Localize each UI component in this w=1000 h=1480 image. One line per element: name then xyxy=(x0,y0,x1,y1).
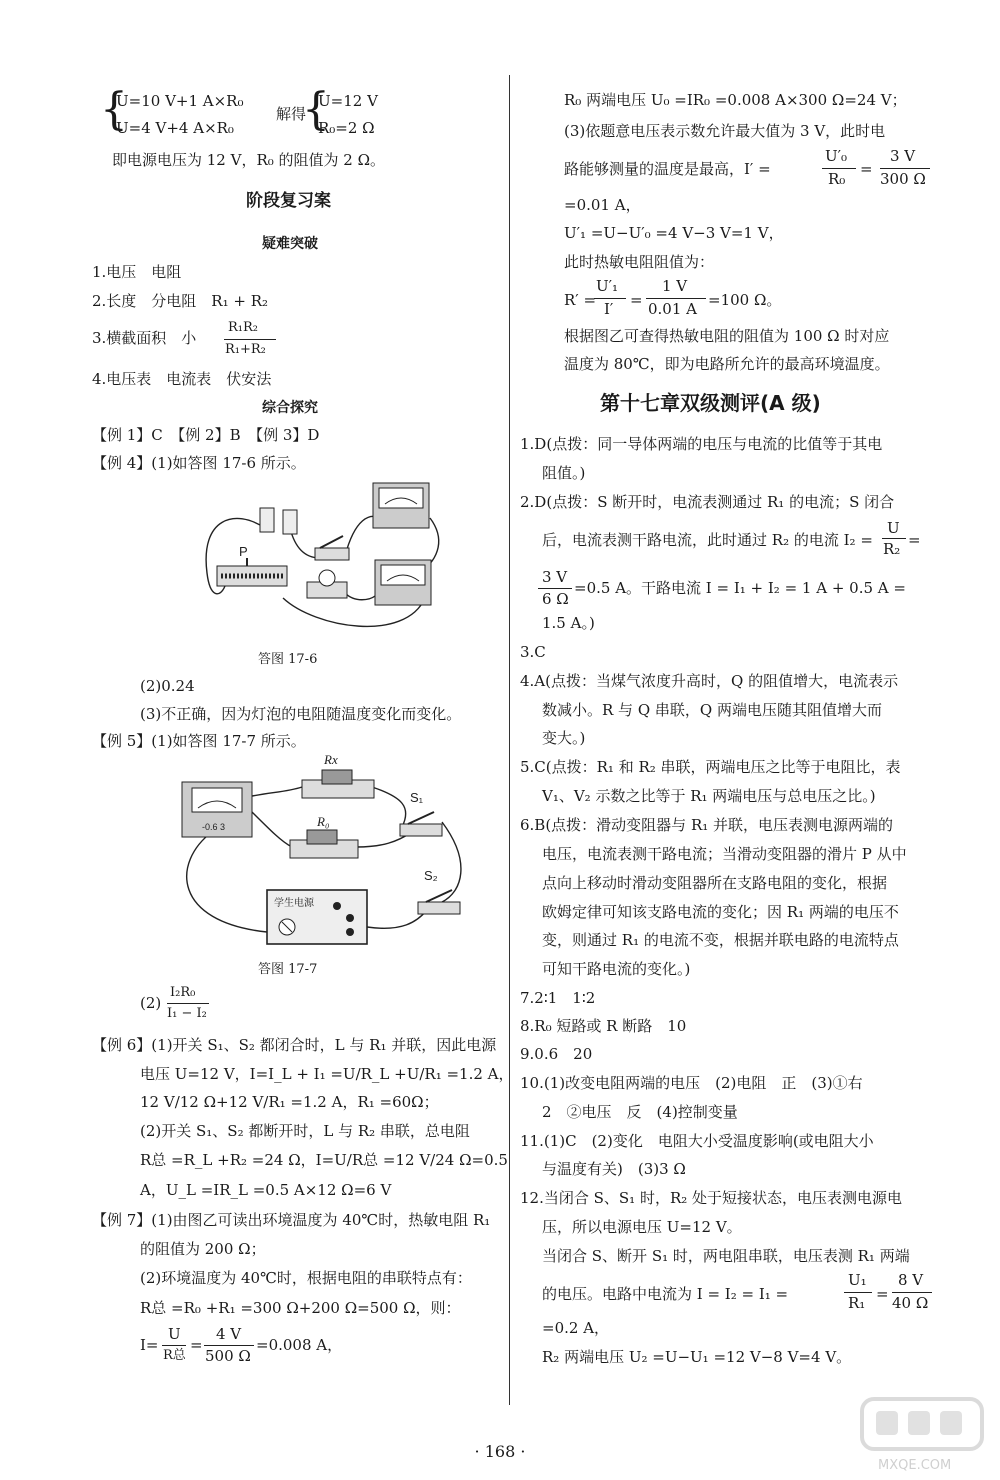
ammeter-icon xyxy=(182,782,252,837)
equation-part: 后，电流表测干路电流，此时通过 R₂ 的电流 I₂ = xyxy=(542,531,873,549)
answer-line: 1.D(点拨：同一导体两端的电压与电流的比值等于其电 xyxy=(520,435,883,453)
answer-line: 阻值。) xyxy=(542,464,586,482)
chapter-title: 第十七章双级测评(A 级) xyxy=(600,391,821,415)
answer-line: 3.C xyxy=(520,643,546,661)
figure-caption: 答图 17-7 xyxy=(258,962,318,977)
resistor-r0-icon xyxy=(290,814,358,858)
answer-line: 变大。) xyxy=(542,729,586,747)
watermark-text: MXQE.COM xyxy=(878,1458,952,1473)
answer-line: 可知干路电流的变化。) xyxy=(542,960,691,978)
answer-line: 12 V/12 Ω+12 V/R₁ =1.2 A，R₁ =60Ω； xyxy=(140,1093,439,1111)
fraction-denominator: 0.01 A xyxy=(648,300,697,318)
fraction-denominator: I′ xyxy=(604,300,614,318)
answer-line: 点向上移动时滑动变阻器所在支路电阻的变化，根据 xyxy=(542,874,888,892)
answer-line: 8.R₀ 短路或 R 断路 10 xyxy=(520,1017,687,1035)
answer-line: 此时热敏电阻阻值为： xyxy=(564,253,715,271)
answer-line: (3)依题意电压表示数允许最大值为 3 V，此时电 xyxy=(564,122,886,140)
answer-line: 2.长度 分电阻 R₁ + R₂ xyxy=(92,292,269,310)
answer-line: A，U_L =IR_L =0.5 A×12 Ω=6 V xyxy=(140,1181,392,1199)
answer-line: =0.2 A， xyxy=(542,1319,610,1337)
answer-line: 温度为 80℃，即为电路所允许的最高环境温度。 xyxy=(564,355,890,373)
fraction-numerator: 3 V xyxy=(542,568,568,586)
subsection-title: 疑难突破 xyxy=(262,236,318,252)
answer-line: U′₁ =U−U′₀ =4 V−3 V=1 V， xyxy=(564,224,784,242)
fraction-numerator: R₁R₂ xyxy=(228,320,258,335)
answer-line: 的阻值为 200 Ω； xyxy=(140,1240,266,1258)
answer-line: 欧姆定律可知该支路电流的变化；因 R₁ 两端的电压不 xyxy=(542,903,899,921)
answer-line: 11.(1)C (2)变化 电阻大小受温度影响(或电阻大小 xyxy=(520,1132,874,1150)
switch-icon xyxy=(315,536,349,560)
answer-line: V₁、V₂ 示数之比等于 R₁ 两端电压与总电压之比。) xyxy=(542,787,876,805)
answer-line: 3.横截面积 小 xyxy=(92,329,197,347)
answer-line: 2 ②电压 反 (4)控制变量 xyxy=(542,1103,738,1121)
left-brace: { xyxy=(100,84,128,135)
answer-line: R₀ 两端电压 U₀ =IR₀ =0.008 A×300 Ω=24 V； xyxy=(564,91,907,109)
solve-word: 解得 xyxy=(276,105,307,123)
answer-line: 7.2∶1 1∶2 xyxy=(520,989,596,1007)
answer-line: 当闭合 S、断开 S₁ 时，两电阻串联，电压表测 R₁ 两端 xyxy=(542,1247,910,1265)
fraction-numerator: 1 V xyxy=(662,277,688,295)
equation-part: 路能够测量的温度是最高，I′ = xyxy=(564,160,771,178)
s2-label: S₂ xyxy=(424,868,438,883)
answer-line: 1.电压 电阻 xyxy=(92,263,182,281)
answer-line: 10.(1)改变电阻两端的电压 (2)电阻 正 (3)①右 xyxy=(520,1074,863,1092)
equation-part: =100 Ω。 xyxy=(708,291,782,309)
answer-line: (2) xyxy=(140,994,162,1012)
conclusion-text: 即电源电压为 12 V，R₀ 的阻值为 2 Ω。 xyxy=(112,151,386,169)
answer-line: =0.01 A， xyxy=(564,196,641,214)
circuit-figure-17-6 xyxy=(195,478,445,643)
answer-line: 2.D(点拨：S 断开时，电流表测通过 R₁ 的电流；S 闭合 xyxy=(520,493,895,511)
answer-line: R₂ 两端电压 U₂ =U−U₁ =12 V−8 V=4 V。 xyxy=(542,1348,852,1366)
answer-line: 5.C(点拨：R₁ 和 R₂ 串联，两端电压之比等于电阻比，表 xyxy=(520,758,901,776)
answer-line: 【例 6】(1)开关 S₁、S₂ 都闭合时，L 与 R₁ 并联，因此电源 xyxy=(92,1036,497,1054)
fraction-denominator: R₀ xyxy=(828,170,846,188)
wire xyxy=(247,807,292,847)
fraction-denominator: R₁+R₂ xyxy=(225,342,266,357)
answer-line: 【例 1】C 【例 2】B 【例 3】D xyxy=(92,426,320,444)
page-number-value: 168 xyxy=(484,1442,516,1461)
rx-label: Rx xyxy=(324,752,338,767)
answer-line: 根据图乙可查得热敏电阻的阻值为 100 Ω 时对应 xyxy=(564,327,890,345)
slider-label: P xyxy=(239,544,248,559)
fraction-denominator: R总 xyxy=(163,1348,186,1363)
fraction-numerator: I₂R₀ xyxy=(170,985,196,1000)
fraction-numerator: 8 V xyxy=(898,1271,924,1289)
left-brace: { xyxy=(302,84,330,135)
fraction-numerator: U xyxy=(168,1325,181,1343)
fraction-numerator: U xyxy=(887,519,900,537)
wire xyxy=(345,593,375,600)
r0-label: R₀ xyxy=(317,814,330,829)
section-title: 阶段复习案 xyxy=(246,191,331,211)
equation-line: U=4 V+4 A×R₀ xyxy=(116,119,234,137)
fraction-denominator: I₁ − I₂ xyxy=(167,1006,207,1021)
fraction-denominator: 40 Ω xyxy=(892,1294,929,1312)
equation-line: U=10 V+1 A×R₀ xyxy=(116,92,244,110)
answer-line: 电压，电流表测干路电流；当滑动变阻器的滑片 P 从中 xyxy=(542,845,907,863)
answer-line: 变，则通过 R₁ 的电流不变，根据并联电路的电流特点 xyxy=(542,931,899,949)
answer-line: 1.5 A。) xyxy=(542,614,595,632)
equation-part: = xyxy=(908,531,921,549)
power-supply-label: 学生电源 xyxy=(274,898,314,909)
answer-line: R总 =R₀ +R₁ =300 Ω+200 Ω=500 Ω，则： xyxy=(140,1299,461,1317)
equation-part: = xyxy=(860,160,873,178)
wire xyxy=(187,832,267,932)
fraction-denominator: 6 Ω xyxy=(542,590,569,608)
fraction-denominator: 300 Ω xyxy=(880,170,926,188)
answer-line: 9.0.6 20 xyxy=(520,1045,593,1063)
equation-part: = xyxy=(190,1336,203,1354)
wire xyxy=(372,787,406,827)
answer-line: 【例 4】(1)如答图 17-6 所示。 xyxy=(92,454,306,472)
battery-icon xyxy=(260,508,297,534)
fraction-numerator: U′₁ xyxy=(596,277,619,295)
answer-line: R总 =R_L +R₂ =24 Ω，I=U/R总 =12 V/24 Ω=0.5 xyxy=(140,1151,508,1169)
answer-line: 【例 7】(1)由图乙可读出环境温度为 40℃时，热敏电阻 R₁ xyxy=(92,1211,491,1229)
equation-part: R′ = xyxy=(564,291,597,309)
fraction-numerator: 4 V xyxy=(216,1325,242,1343)
column-divider xyxy=(509,75,510,1405)
answer-line: 12.当闭合 S、S₁ 时，R₂ 处于短接状态，电压表测电源电 xyxy=(520,1189,903,1207)
answer-line: 与温度有关) (3)3 Ω xyxy=(542,1160,686,1178)
switch-s2-icon xyxy=(418,868,460,914)
answer-line: 【例 5】(1)如答图 17-7 所示。 xyxy=(92,732,306,750)
answer-line: 4.A(点拨：当煤气浓度升高时，Q 的阻值增大，电流表示 xyxy=(520,672,899,690)
answer-line: (2)环境温度为 40℃时，根据电阻的串联特点有： xyxy=(140,1269,472,1287)
figure-caption: 答图 17-6 xyxy=(258,652,318,667)
equation-line: R₀=2 Ω xyxy=(318,119,375,137)
resistor-rx-icon xyxy=(302,752,374,798)
page-number: · 168 · xyxy=(474,1442,526,1461)
fraction-numerator: U′₀ xyxy=(825,147,848,165)
answer-line: 压，所以电源电压 U=12 V。 xyxy=(542,1218,742,1236)
answer-line: (2)开关 S₁、S₂ 都断开时，L 与 R₂ 串联，总电阻 xyxy=(140,1122,470,1140)
equation-line: U=12 V xyxy=(318,92,378,110)
meter-scale: -0.6 3 xyxy=(202,822,226,832)
s1-label: S₁ xyxy=(410,790,424,805)
fraction-denominator: R₂ xyxy=(883,540,901,558)
wire xyxy=(247,787,302,797)
watermark-logo xyxy=(858,1395,993,1475)
fraction-numerator: U₁ xyxy=(848,1271,867,1289)
answer-line: (3)不正确，因为灯泡的电阻随温度变化而变化。 xyxy=(140,705,462,723)
circuit-figure-17-7 xyxy=(172,752,472,952)
equation-part: I= xyxy=(140,1336,159,1354)
voltmeter-icon xyxy=(373,483,429,528)
equation-part: =0.5 A。干路电流 I = I₁ + I₂ = 1 A + 0.5 A = xyxy=(574,579,906,597)
answer-line: 电压 U=12 V，I=I_L + I₁ =U/R_L +U/R₁ =1.2 A， xyxy=(140,1065,514,1083)
fraction-denominator: R₁ xyxy=(848,1294,866,1312)
equation-part: = xyxy=(876,1285,889,1303)
equation-part: =0.008 A， xyxy=(256,1336,343,1354)
rheostat-icon xyxy=(217,544,287,586)
power-supply-icon xyxy=(267,890,367,944)
fraction-denominator: 500 Ω xyxy=(205,1347,251,1365)
fraction-numerator: 3 V xyxy=(890,147,916,165)
answer-line: (2)0.24 xyxy=(140,677,195,695)
equation-part: 的电压。电路中电流为 I = I₂ = I₁ = xyxy=(542,1285,789,1303)
equation-part: = xyxy=(630,291,643,309)
answer-line: 6.B(点拨：滑动变阻器与 R₁ 并联，电压表测电源两端的 xyxy=(520,816,894,834)
ammeter-icon xyxy=(375,560,431,605)
lamp-icon xyxy=(307,570,347,598)
answer-line: 数减小。R 与 Q 串联，Q 两端电压随其阻值增大而 xyxy=(542,701,882,719)
subsection-title: 综合探究 xyxy=(262,400,318,416)
answer-line: 4.电压表 电流表 伏安法 xyxy=(92,370,272,388)
